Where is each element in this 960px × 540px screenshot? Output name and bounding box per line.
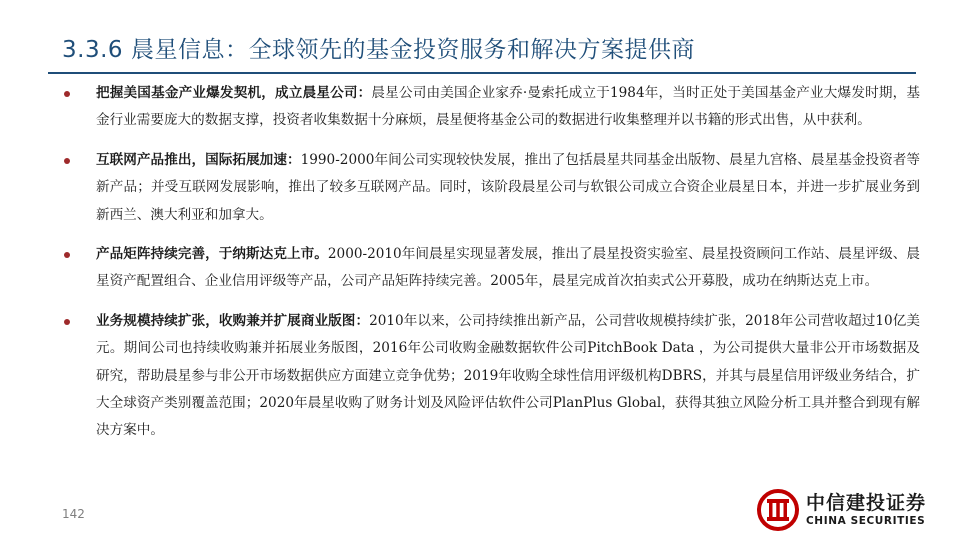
bullet-item-listing: [58, 241, 920, 296]
bullet-body: 2010年以来，公司持续推出新产品，公司营收规模持续扩张，2018年公司营收超过10亿美元。期间公司也持续收购兼并拓展业务版图，2016年公司收购金融数据软件公司PitchBook Data ，为公司提供大量非公开市场数据及研究，帮助晨星参与非公开市场数据供应方面建立竞争优势；2019年收购全球性信用评级机构DBRS，并其与晨星信用评级业务结合，扩大全球资产类别覆盖范围；2020年晨星收购了财务计划及风险评估软件公司PlanPlus Global，获得其独立风险分析工具并整合到现有解决方案中。: [96, 312, 920, 439]
bullet-body: 1990-2000年间公司实现较快发展，推出了包括晨星共同基金出版物、晨星九宫格、晨星基金投资者等新产品；并受互联网发展影响，推出了较多互联网产品。同时，该阶段晨星公司与软银公司成立合资企业晨星日本，并进一步扩展业务到新西兰、澳大利亚和加拿大。: [96, 151, 921, 223]
bullet-item-internet: [58, 147, 920, 229]
logo-english-name: CHINA SECURITIES: [806, 515, 926, 527]
section-number: 3.3.6: [62, 37, 124, 63]
bullet-dot: [64, 319, 70, 325]
bullet-body: 晨星公司由美国企业家乔·曼索托成立于1984年，当时正处于美国基金产业大爆发时期，基金行业需要庞大的数据支撑，投资者收集数据十分麻烦，晨星便将基金公司的数据进行收集整理并以书籍的形式出售，从中获利。: [96, 85, 920, 129]
logo-chinese-name: 中信建投证券: [806, 492, 927, 514]
bullet-lead: 把握美国基金产业爆发契机，成立晨星公司：: [96, 85, 372, 101]
bullet-dot: [64, 158, 70, 164]
bullet-lead: 产品矩阵持续完善，于纳斯达克上市。: [96, 246, 328, 263]
bullet-dot: [64, 252, 70, 258]
bullet-text: [96, 308, 920, 445]
bullet-lead: 业务规模持续扩张，收购兼并扩展商业版图：: [96, 312, 370, 329]
title-divider: [48, 72, 916, 74]
bullet-dot: [64, 91, 70, 97]
bullet-body: 2000-2010年间晨星实现显著发展，推出了晨星投资实验室、晨星投资顾问工作站、晨星评级、晨星资产配置组合、企业信用评级等产品，公司产品矩阵持续完善。2005年，晨星完成首次拍卖式公开募股，成功在纳斯达克上市。: [96, 246, 921, 290]
bullet-text: [96, 147, 920, 229]
bullet-item-expansion: [58, 308, 920, 445]
bullet-item-founding: [58, 80, 920, 135]
bullet-text: [96, 241, 920, 296]
company-logo: [756, 488, 926, 532]
bullet-lead: 互联网产品推出，国际拓展加速：: [96, 151, 301, 168]
china-securities-logo-icon: [756, 488, 800, 532]
bullet-list: [58, 80, 920, 457]
page-title: [62, 34, 695, 66]
page-number: 142: [62, 507, 85, 521]
bullet-text: [96, 80, 920, 135]
section-title: 晨星信息：全球领先的基金投资服务和解决方案提供商: [131, 37, 696, 63]
